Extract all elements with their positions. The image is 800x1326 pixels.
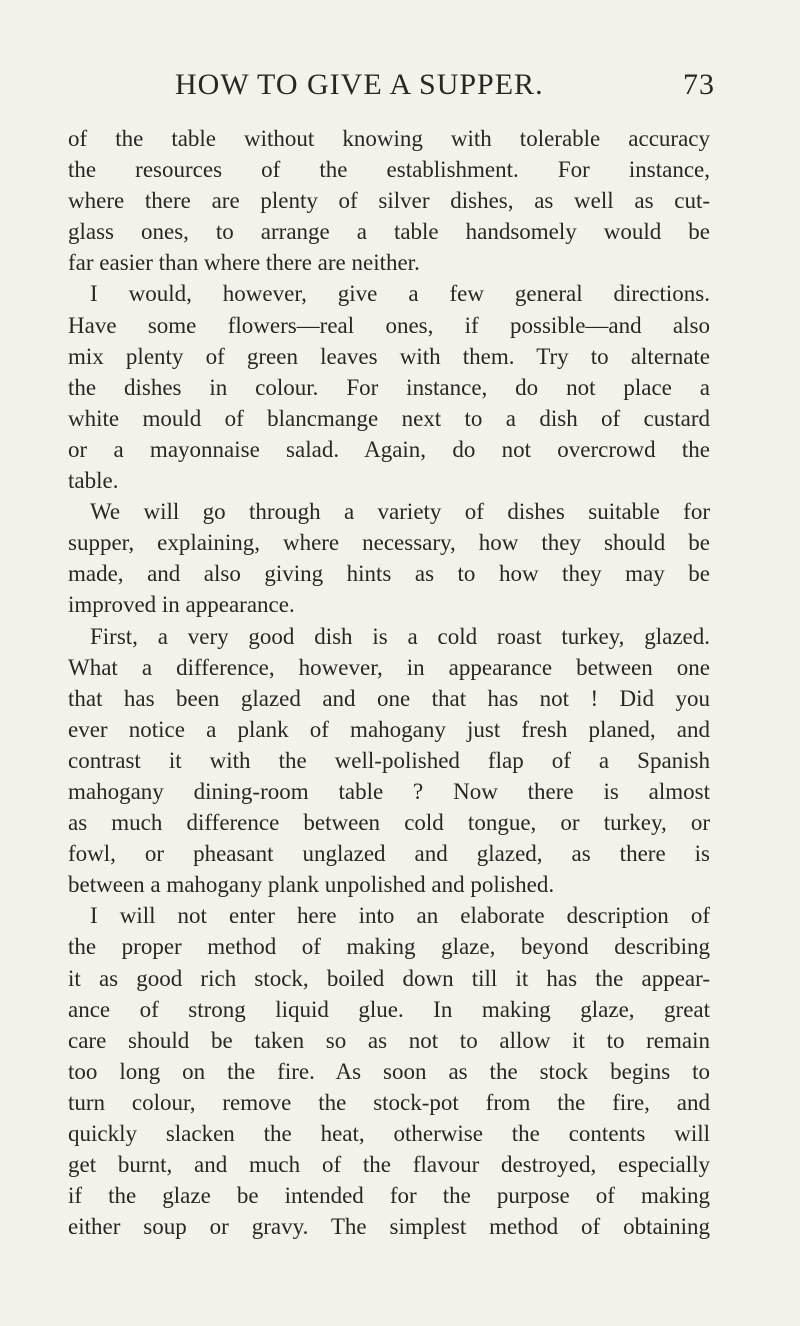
text-line: We will go through a variety of dishes suitable for (90, 499, 710, 525)
text-line: I would, however, give a few general directions. (90, 281, 710, 307)
text-line: glass ones, to arrange a table handsomely would be (68, 219, 710, 245)
text-line: First, a very good dish is a cold roast turkey, glazed. (90, 623, 710, 649)
text-line: turn colour, remove the stock-pot from the fire, and (68, 1089, 710, 1115)
text-line: get burnt, and much of the flavour destroyed, especially (68, 1152, 710, 1178)
text-line: supper, explaining, where necessary, how they should be (68, 530, 710, 556)
text-line: of the table without knowing with tolerable accuracy (68, 126, 710, 151)
text-line: care should be taken so as not to allow it to remain (68, 1027, 710, 1053)
text-line: it as good rich stock, boiled down till it has the appear- (68, 965, 710, 991)
text-line: fowl, or pheasant unglazed and glazed, as there is (68, 841, 710, 867)
text-line: too long on the fire. As soon as the stock begins to (68, 1058, 710, 1084)
text-line: table. (68, 468, 119, 494)
text-line: white mould of blancmange next to a dish of custard (68, 405, 710, 431)
text-line: the dishes in colour. For instance, do not place a (68, 374, 710, 400)
text-line: What a difference, however, in appearance between one (68, 654, 710, 680)
text-line: either soup or gravy. The simplest method of obtaining (68, 1214, 710, 1240)
text-line: made, and also giving hints as to how they may be (68, 561, 710, 587)
text-line: Have some flowers—real ones, if possible—and also (68, 312, 710, 338)
text-line: ever notice a plank of mahogany just fresh planed, and (68, 716, 710, 742)
text-line: I will not enter here into an elaborate description of (90, 903, 710, 929)
text-line: quickly slacken the heat, otherwise the contents will (68, 1121, 710, 1146)
text-line: between a mahogany plank unpolished and polished. (68, 872, 555, 898)
text-line: improved in appearance. (68, 592, 295, 618)
text-line: if the glaze be intended for the purpose of making (68, 1183, 710, 1209)
text-line: where there are plenty of silver dishes, as well as cut- (68, 188, 710, 214)
running-title: HOW TO GIVE A SUPPER. (175, 68, 544, 101)
text-line: mahogany dining-room table ? Now there is almost (68, 778, 710, 804)
text-line: or a mayonnaise salad. Again, do not overcrowd the (68, 436, 710, 462)
text-line: the resources of the establishment. For instance, (68, 157, 710, 183)
body-text (68, 123, 710, 1242)
text-line: mix plenty of green leaves with them. Try to alternate (68, 343, 710, 369)
text-line: that has been glazed and one that has not ! Did you (68, 685, 710, 711)
text-line: contrast it with the well-polished flap of a Spanish (68, 747, 710, 773)
text-line: as much difference between cold tongue, or turkey, or (68, 810, 710, 836)
text-line: the proper method of making glaze, beyond describing (68, 934, 710, 960)
text-line: far easier than where there are neither. (68, 250, 420, 276)
text-line: ance of strong liquid glue. In making glaze, great (68, 996, 710, 1022)
page-number: 73 (683, 68, 715, 101)
